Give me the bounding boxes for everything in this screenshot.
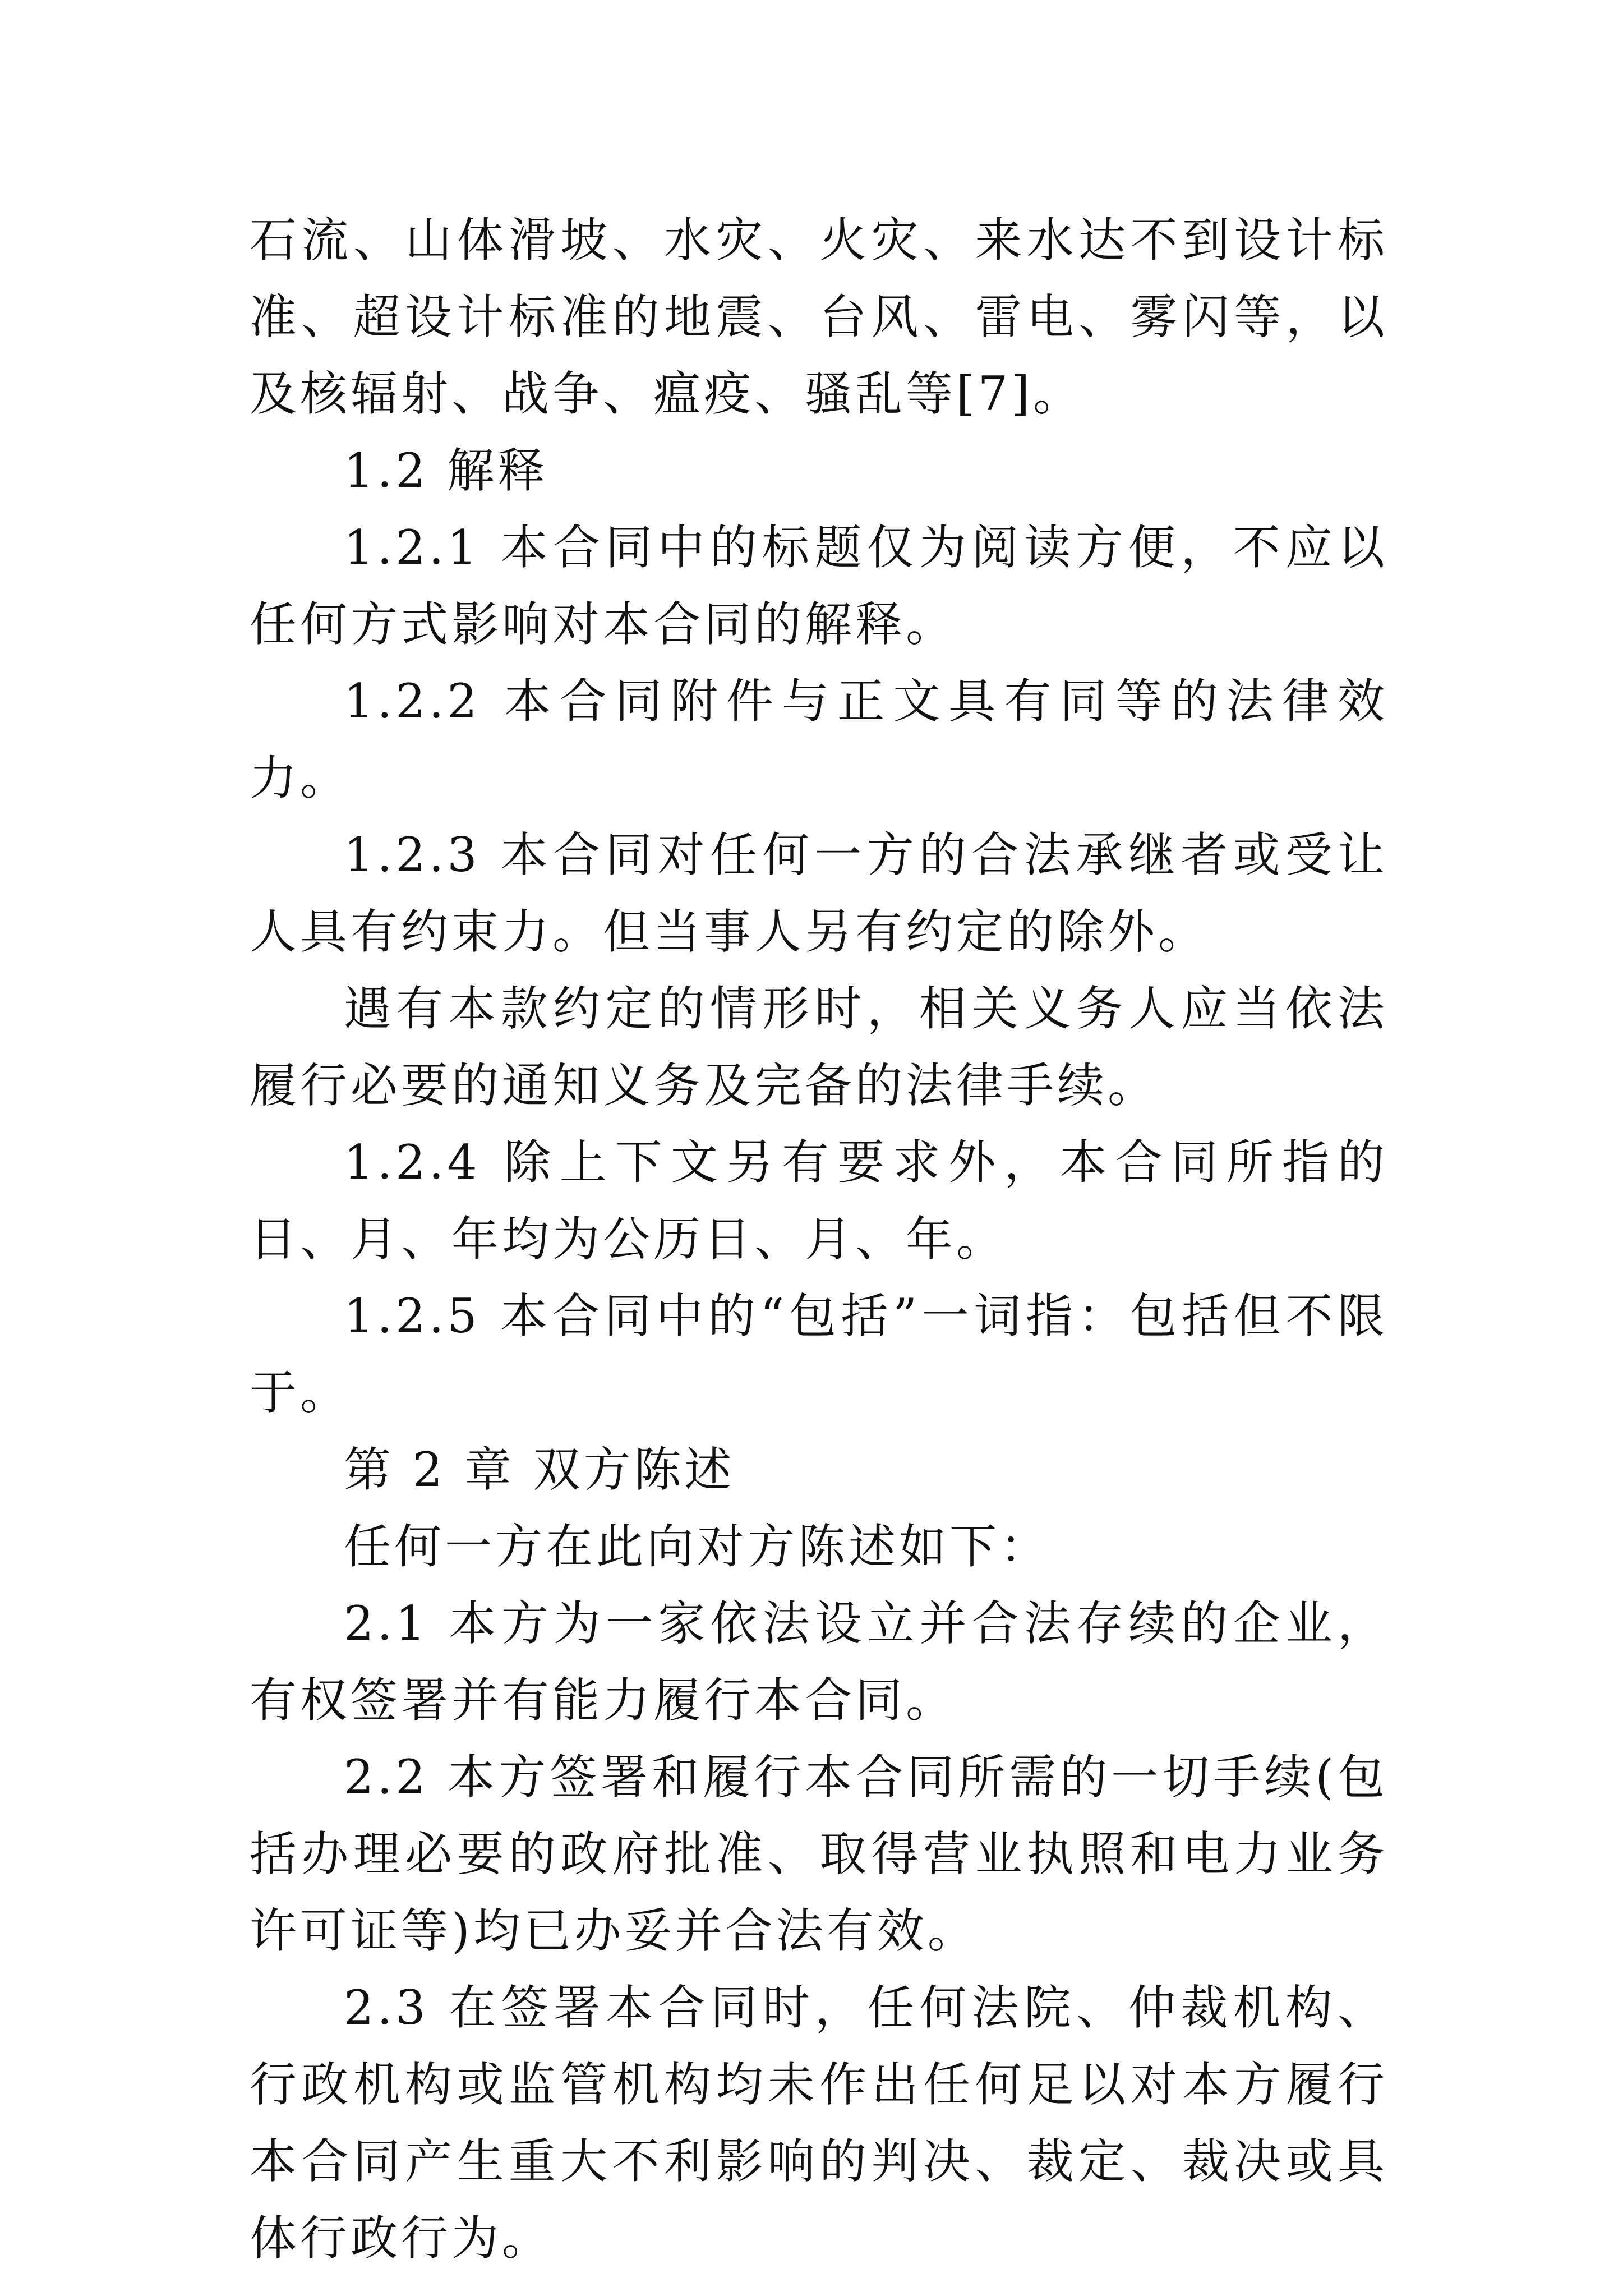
clause-2-3: 2.3 在签署本合同时，任何法院、仲裁机构、行政机构或监管机构均未作出任何足以对本方履行本合同产生重大不利影响的判决、裁定、裁决或具体行政行为。 [250,1980,1388,2266]
clause-1-2-5: 1.2.5 本合同中的“包括”一词指：包括但不限于。 [250,1289,1388,1420]
clause-1-2-3-note: 遇有本款约定的情形时，相关义务人应当依法履行必要的通知义务及完备的法律手续。 [250,981,1388,1113]
clause-1-2-1: 1.2.1 本合同中的标题仅为阅读方便，不应以任何方式影响对本合同的解释。 [250,520,1388,652]
chapter-2-intro: 任何一方在此向对方陈述如下： [344,1519,1051,1574]
paragraph-force-majeure-cont: 石流、山体滑坡、水灾、火灾、来水达不到设计标准、超设计标准的地震、台风、雷电、雾闪等，以及核辐射、战争、瘟疫、骚乱等[7]。 [250,213,1388,421]
clause-1-2-2: 1.2.2 本合同附件与正文具有同等的法律效力。 [250,674,1388,806]
clause-1-2-4: 1.2.4 除上下文另有要求外，本合同所指的日、月、年均为公历日、月、年。 [250,1135,1388,1267]
clause-2-1: 2.1 本方为一家依法设立并合法存续的企业，有权签署并有能力履行本合同。 [250,1596,1388,1728]
clause-2-2: 2.2 本方签署和履行本合同所需的一切手续(包括办理必要的政府批准、取得营业执照和电力业务许可证等)均已办妥并合法有效。 [250,1750,1388,1958]
document-body [250,202,1388,2277]
clause-1-2-3: 1.2.3 本合同对任何一方的合法承继者或受让人具有约束力。但当事人另有约定的除外。 [250,827,1388,959]
section-heading-1-2: 1.2 解释 [344,443,548,498]
chapter-heading-2: 第 2 章 双方陈述 [344,1442,735,1497]
